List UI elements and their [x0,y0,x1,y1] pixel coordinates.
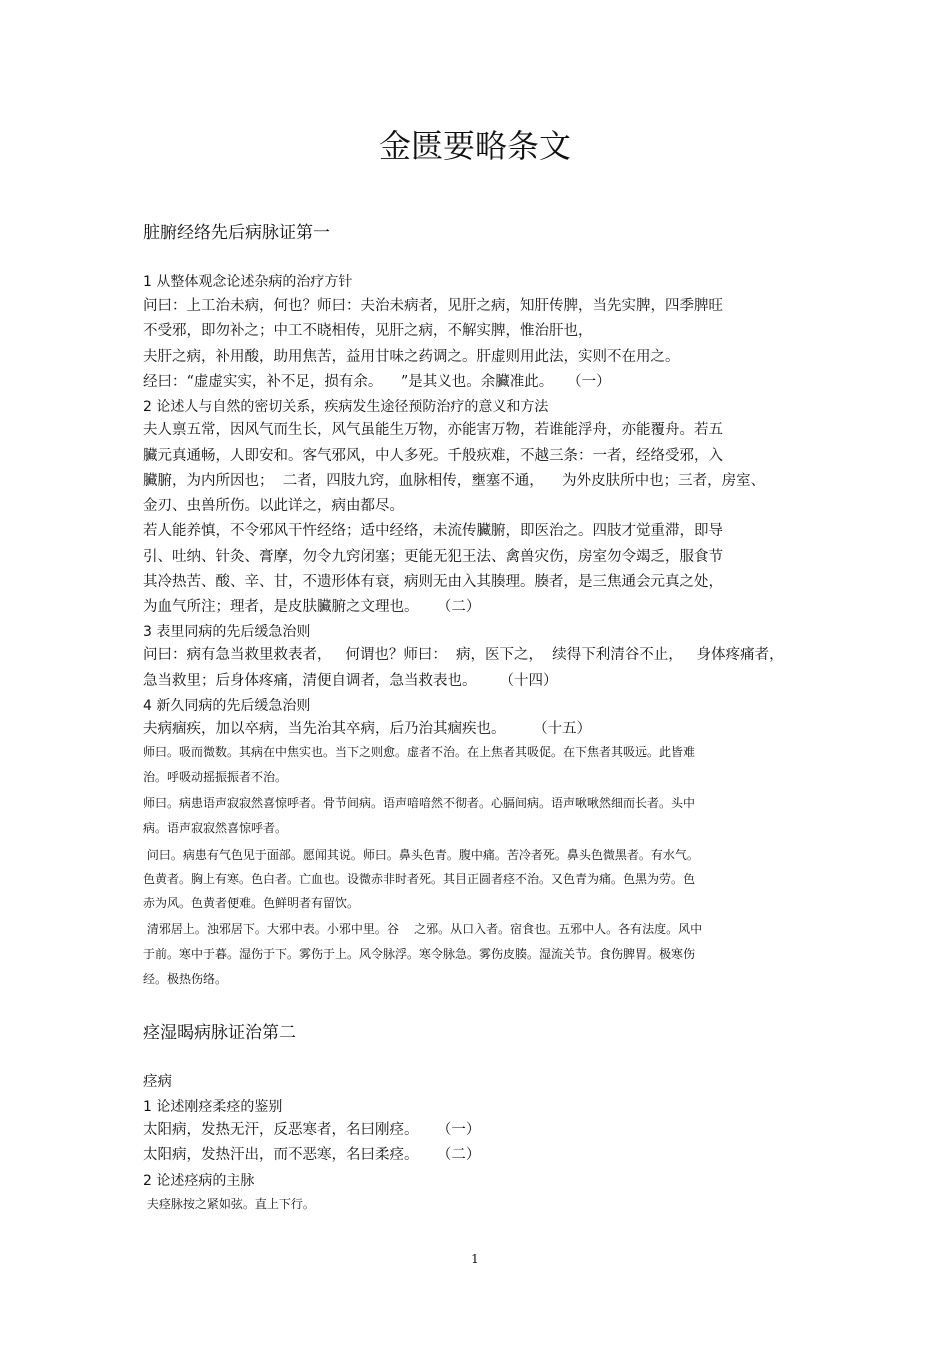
subsection-heading: 痉病 [143,1074,172,1090]
section-heading-5: 1 论述刚痉柔痉的鉴别 [143,1099,283,1115]
text-line: 金刃、虫兽所伤。以此详之，病由都尽。 [143,498,404,514]
section-heading-1: 1 从整体观念论述杂病的治疗方针 [143,274,353,290]
small-text-line: 师曰。病患语声寂寂然喜惊呼者。骨节间病。语声喑喑然不彻者。心膈间病。语声啾啾然细而长者。头中 [143,796,696,810]
text-line: 夫人禀五常，因风气而生长，风气虽能生万物，亦能害万物，若谁能浮舟，亦能覆舟。若五 [143,422,723,438]
text-line: 若人能养慎，不令邪风干忤经络；适中经络，未流传臟腑，即医治之。四肢才觉重滞，即导 [143,523,723,539]
text-line: 太阳病，发热汗出，而不恶寒，名曰柔痉。 （二） [143,1147,481,1163]
chapter-heading-2: 痉湿暍病脉证治第二 [143,1023,296,1043]
text-line: 臟元真通畅，人即安和。客气邪风，中人多死。千般疢难，不越三条：一者，经络受邪，入 [143,448,723,464]
small-text-line: 清邪居上。浊邪居下。大邪中表。小邪中里。谷 之邪。从口入者。宿食也。五邪中人。各有法度。风中 [143,922,703,936]
small-text-line: 经。极热伤络。 [143,972,228,986]
text-line: 夫病痼疾，加以卒病，当先治其卒病，后乃治其痼疾也。 （十五） [143,721,592,737]
small-text-line: 夫痉脉按之紧如弦。直上下行。 [143,1197,315,1211]
small-text-line: 病。语声寂寂然喜惊呼者。 [143,821,288,835]
small-text-line: 问曰。病患有气色见于面部。愿闻其说。师曰。鼻头色青。腹中痛。苦冷者死。鼻头色微黑者。有水气。 [143,848,699,862]
text-line: 急当救里；后身体疼痛，清便自调者，急当救表也。 （十四） [143,673,558,689]
section-heading-6: 2 论述痉病的主脉 [143,1173,255,1189]
section-heading-2: 2 论述人与自然的密切关系，疾病发生途径预防治疗的意义和方法 [143,399,549,415]
text-line: 问曰：病有急当救里救表者， 何谓也？师曰： 病，医下之， 续得下利清谷不止， 身体疼痛者， [143,647,784,663]
chapter-heading-1: 脏腑经络先后病脉证第一 [143,223,330,243]
section-heading-4: 4 新久同病的先后缓急治则 [143,698,311,714]
text-line: 引、吐纳、针灸、膏摩，勿令九窍闭塞；更能无犯王法、禽兽灾伤，房室勿令竭乏，服食节 [143,549,723,565]
small-text-line: 治。呼吸动摇振振者不治。 [143,770,288,784]
text-line: 不受邪，即勿补之；中工不晓相传，见肝之病，不解实脾，惟治肝也， [143,323,593,339]
small-text-line: 赤为风。色黄者便难。色鲜明者有留饮。 [143,896,360,910]
text-line: 太阳病，发热无汗，反恶寒者，名曰刚痉。 （一） [143,1122,481,1138]
section-heading-3: 3 表里同病的先后缓急治则 [143,624,311,640]
text-line: 夫肝之病，补用酸，助用焦苦，益用甘味之药调之。肝虚则用此法，实则不在用之。 [143,349,680,365]
text-line: 其冷热苦、酸、辛、甘，不遗形体有衰，病则无由入其腠理。腠者，是三焦通会元真之处， [143,574,723,590]
text-line: 为血气所注；理者，是皮肤臟腑之文理也。 （二） [143,599,481,615]
text-line: 问曰：上工治未病，何也？师曰：夫治未病者，见肝之病，知肝传脾，当先实脾，四季脾旺 [143,298,723,314]
small-text-line: 于前。寒中于暮。湿伤于下。雾伤于上。风令脉浮。寒令脉急。雾伤皮腠。湿流关节。食伤脾胃。极寒伤 [143,947,696,961]
text-line: 经曰：“虚虚实实，补不足，损有余。 ”是其义也。余臟准此。 （一） [143,374,611,390]
text-line: 臟腑，为内所因也； 二者，四肢九窍，血脉相传，壅塞不通， 为外皮肤所中也；三者，房室、 [143,473,766,489]
document-title: 金匮要略条文 [378,127,571,165]
page-number: 1 [471,1252,479,1266]
small-text-line: 师曰。吸而微数。其病在中焦实也。当下之则愈。虚者不治。在上焦者其吸促。在下焦者其吸远。此皆难 [143,745,696,759]
small-text-line: 色黄者。胸上有寒。色白者。亡血也。设微赤非时者死。其目正圆者痉不治。又色青为痛。色黑为劳。色 [143,872,696,886]
